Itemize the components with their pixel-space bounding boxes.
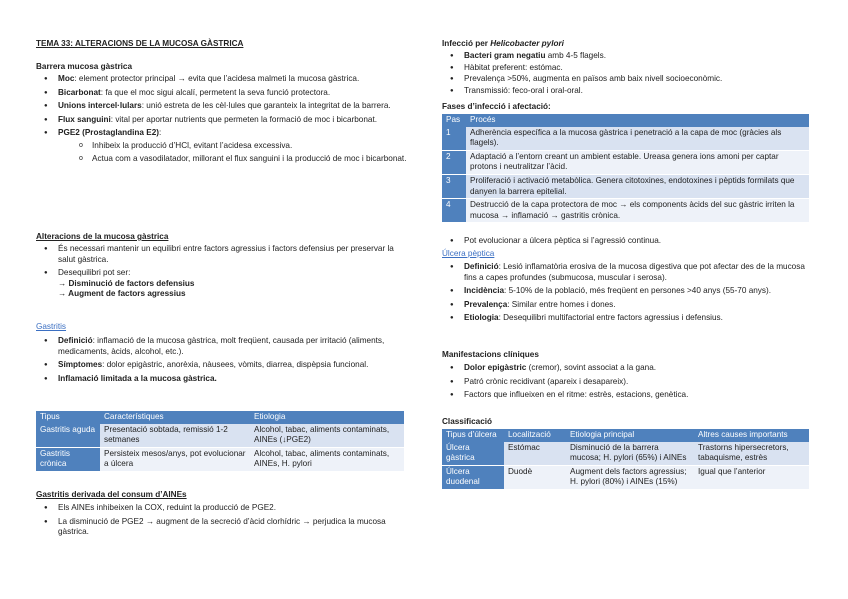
table-cell: Presentació sobtada, remissió 1-2 setmanes	[100, 424, 250, 448]
hp-list	[442, 51, 810, 96]
aines-list	[36, 503, 408, 538]
hp-heading: Infecció per Helicobacter pylori	[442, 39, 564, 48]
table-row	[442, 199, 809, 223]
table-cell: Disminució de la barrera mucosa; H. pylori (65%) i AINEs	[566, 442, 694, 466]
table-header: Característiques	[100, 411, 250, 424]
table-header: Pas	[442, 114, 466, 127]
list-item: ● Hàbitat preferent: estómac.	[442, 63, 810, 74]
table-cell: Duodè	[504, 465, 566, 489]
table-cell: Gastritis aguda	[36, 424, 100, 448]
list-item: ● Definició: inflamació de la mucosa gàstrica, molt freqüent, causada per irritació (aliments, medicaments, àcids, alcohol, etc.).	[36, 336, 408, 357]
list-item: ● Bicarbonat: fa que el moc sigui alcalí, permetent la seva funció protectora.	[36, 88, 408, 99]
list-item: ● Els AINEs inhibeixen la COX, reduint la producció de PGE2.	[36, 503, 408, 514]
table-cell: 3	[442, 174, 466, 198]
table-cell: Proliferació i activació metabòlica. Genera citotoxines, endotoxines i pèptids formilats que danyen la barrera epitelial.	[466, 174, 809, 198]
table-cell: 4	[442, 199, 466, 223]
sub-list-item: o Actua com a vasodilatador, millorant el flux sanguini i la producció de moc i bicarbonat.	[36, 154, 408, 165]
alteracions-heading: Alteracions de la mucosa gàstrica	[36, 232, 169, 241]
list-item: ● Prevalença >50%, augmenta en països amb baix nivell socioeconòmic.	[442, 74, 810, 85]
barrera-list	[36, 74, 408, 164]
list-item: ● Bacteri gram negatiu amb 4-5 flagels.	[442, 51, 810, 62]
table-cell: Adaptació a l’entorn creant un ambient estable. Ureasa genera ions amoni per captar protons i neutralitzar l’àcid.	[466, 150, 809, 174]
list-item: ● Factors que influeixen en el ritme: estrès, estacions, genètica.	[442, 390, 810, 401]
table-cell: Destrucció de la capa protectora de moc → els components àcids del suc gàstric irriten la mucosa → inflamació → gastritis crònica.	[466, 199, 809, 223]
table-cell: Úlcera gàstrica	[442, 442, 504, 466]
gastritis-heading: Gastritis	[36, 322, 67, 331]
table-row	[442, 442, 809, 466]
list-item: ● PGE2 (Prostaglandina E2):	[36, 128, 408, 139]
table-cell: Augment dels factors agressius; H. pylori (80%) i AINEs (15%)	[566, 465, 694, 489]
table-header: Procés	[466, 114, 809, 127]
sub-list-item: o Inhibeix la producció d’HCl, evitant l’acidesa excessiva.	[36, 141, 408, 152]
list-item: ● Transmissió: feco-oral i oral-oral.	[442, 86, 810, 97]
list-item: ● Definició: Lesió inflamatòria erosiva de la mucosa digestiva que pot afectar des de la mucosa fins a capes profundes (submucosa, muscular i serosa).	[442, 262, 810, 283]
list-item: ● Flux sanguini: vital per aportar nutrients que permeten la formació de moc i bicarbonat.	[36, 115, 408, 126]
classificacio-table	[442, 429, 809, 489]
table-cell: Igual que l’anterior	[694, 465, 809, 489]
table-cell: Alcohol, tabac, aliments contaminats, AINEs, H. pylori	[250, 447, 404, 471]
barrera-heading: Barrera mucosa gàstrica	[36, 62, 133, 71]
list-item: ● Etiologia: Desequilibri multifactorial entre factors agressius i defensius.	[442, 313, 810, 324]
table-cell: Trastorns hipersecretors, tabaquisme, estrès	[694, 442, 809, 466]
manif-heading: Manifestacions clíniques	[442, 350, 539, 359]
list-item: ● Inflamació limitada a la mucosa gàstrica.	[36, 374, 408, 385]
fases-table	[442, 114, 809, 222]
ulcera-list	[442, 262, 810, 324]
table-header: Etiologia principal	[566, 429, 694, 442]
table-cell: Alcohol, tabac, aliments contaminats, AINEs (↓PGE2)	[250, 424, 404, 448]
table-header: Etiologia	[250, 411, 404, 424]
table-row	[36, 424, 404, 448]
list-item: ● Prevalença: Similar entre homes i dones.	[442, 300, 810, 311]
gastritis-list	[36, 336, 408, 384]
table-row	[442, 465, 809, 489]
table-header: Tipus d’úlcera	[442, 429, 504, 442]
table-row	[442, 127, 809, 151]
list-item: ● Desequilibri pot ser:	[36, 268, 408, 279]
table-cell: Úlcera duodenal	[442, 465, 504, 489]
table-cell: Adherència específica a la mucosa gàstrica i penetració a la capa de moc (gràcies als flagels).	[466, 127, 809, 151]
list-item: ● Dolor epigàstric (cremor), sovint associat a la gana.	[442, 363, 810, 374]
sub-text: → Disminució de factors defensius	[58, 278, 195, 288]
table-row	[442, 150, 809, 174]
ulcera-heading: Úlcera pèptica	[442, 249, 495, 258]
gastritis-table	[36, 411, 404, 471]
table-cell: 2	[442, 150, 466, 174]
table-cell: Persisteix mesos/anys, pot evolucionar a úlcera	[100, 447, 250, 471]
table-header: Altres causes importants	[694, 429, 809, 442]
pot-evolucionar: ● Pot evolucionar a úlcera pèptica si l’agressió continua.	[442, 236, 810, 247]
list-item: ● És necessari mantenir un equilibri entre factors agressius i factors defensius per preservar la salut gàstrica.	[36, 244, 408, 265]
alteracions-list	[36, 244, 408, 300]
list-item: ● Unions intercel·lulars: unió estreta de les cèl·lules que garanteix la integritat de la barrera.	[36, 101, 408, 112]
table-cell: 1	[442, 127, 466, 151]
sub-text: → Augment de factors agressius	[58, 289, 186, 299]
table-header: Localització	[504, 429, 566, 442]
fases-heading: Fases d’infecció i afectació:	[442, 102, 551, 111]
list-item: ● Incidència: 5-10% de la població, més freqüent en persones >40 anys (55-70 anys).	[442, 286, 810, 297]
table-cell: Estómac	[504, 442, 566, 466]
table-row	[442, 174, 809, 198]
list-item: ● Moc: element protector principal → evita que l’acidesa malmeti la mucosa gàstrica.	[36, 74, 408, 85]
list-item: ● Símptomes: dolor epigàstric, anorèxia, nàusees, vòmits, diarrea, dispèpsia funcional.	[36, 360, 408, 371]
page-title: TEMA 33: ALTERACIONS DE LA MUCOSA GÀSTRICA	[36, 39, 244, 48]
table-header: Tipus	[36, 411, 100, 424]
manif-list	[442, 363, 810, 401]
table-cell: Gastritis crònica	[36, 447, 100, 471]
class-heading: Classificació	[442, 417, 493, 426]
table-row	[36, 447, 404, 471]
aines-heading: Gastritis derivada del consum d’AINEs	[36, 490, 187, 499]
list-item: ● Patró crònic recidivant (apareix i desapareix).	[442, 377, 810, 388]
list-item: ● La disminució de PGE2 → augment de la secreció d’àcid clorhídric → perjudica la mucosa gàstrica.	[36, 517, 408, 538]
